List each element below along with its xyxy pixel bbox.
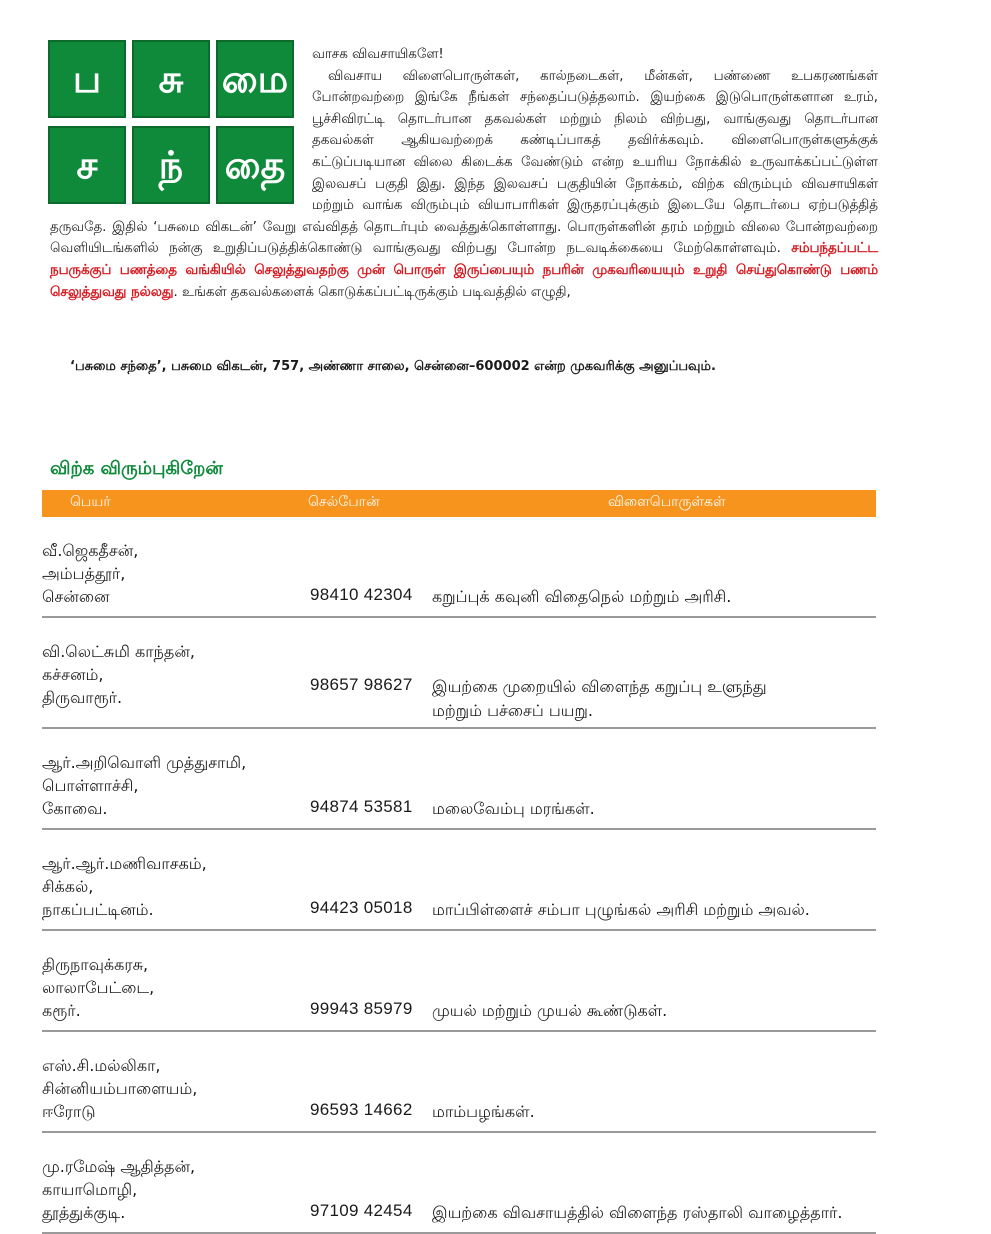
name-line: சிக்கல், — [42, 877, 94, 896]
seller-name — [42, 539, 138, 608]
name-line: கச்சனம், — [42, 665, 104, 684]
intro-body-text: விவசாய விளைபொருள்கள், கால்நடைகள், மீன்கள், பண்ணை உபகரணங்கள் போன்றவற்றை இங்கே நீங்கள் சந்தைப்படுத்தலாம். இயற்கை இடுபொருள்களான உரம், பூச்சிவிரட்டி தொடர்பான தகவல்கள் மற்றும் நிலம் விற்பது, வாங்குவது தொடர்பான தகவல்கள் ஆகியவற்றைக் கண்டிப்பாகத் தவிர்க்கவும். விளைபொருள்களுக்குக் கட்டுப்படியான விலை கிடைக்க வேண்டும் என்ற உயரிய நோக்கில் உருவாக்கப்பட்டுள்ள இலவசப் பகுதி இது. இந்த இலவசப் பகுதியின் நோக்கம், விற்க விரும்பும் விவசாயிகள் மற்றும் வாங்க விரும்பும் வியாபாரிகள் இருதரப்புக்கும் இடையே தொடர்பை ஏற்படுத்தித் தருவதே. இதில் ‘பசுமை விகடன்’ வேறு எவ்விதத் தொடர்பும் வைத்துக்கொள்ளாது. பொருள்களின் தரம் மற்றும் விலை போன்றவற்றை வெளியிடங்களில் நன்கு உறுதிப்படுத்திக்கொண்டு வாங்குவது விற்பது போன்ற நடவடிக்கையை மேற்கொள்ளவும். — [50, 68, 878, 257]
mailing-address: ‘பசுமை சந்தை’, பசுமை விகடன், 757, அண்ணா சாலை, சென்னை–600002 என்ற முகவரிக்கு அனுப்பவும். — [70, 359, 716, 374]
name-line: ஆர்.ஆர்.மணிவாசகம், — [42, 854, 207, 873]
table-header — [42, 490, 876, 517]
seller-name — [42, 953, 154, 1022]
section-title: விற்க விரும்புகிறேன் — [50, 458, 223, 479]
product-line: கறுப்புக் கவுனி விதைநெல் மற்றும் அரிசி. — [432, 587, 732, 606]
seller-phone: 96593 14662 — [310, 1100, 413, 1119]
name-line: திருநாவுக்கரசு, — [42, 955, 149, 974]
name-line: கரூர். — [42, 1001, 81, 1020]
table-row — [42, 931, 876, 1032]
product-line: இயற்கை முறையில் விளைந்த கறுப்பு உளுந்து — [432, 677, 767, 696]
name-line: ஆர்.அறிவொளி முத்துசாமி, — [42, 753, 247, 772]
name-line: லாலாபேட்டை, — [42, 978, 155, 997]
intro-body-end: . உங்கள் தகவல்களைக் கொடுக்கப்பட்டிருக்கும் படிவத்தில் எழுதி, — [173, 284, 571, 300]
listings-table — [42, 517, 876, 1234]
seller-phone: 94423 05018 — [310, 898, 413, 917]
seller-product — [432, 1100, 535, 1124]
product-line: மாப்பிள்ளைச் சம்பா புழுங்கல் அரிசி மற்றும் அவல். — [432, 900, 810, 919]
product-line: மலைவேம்பு மரங்கள். — [432, 799, 595, 818]
name-line: அம்பத்தூர், — [42, 564, 126, 583]
seller-phone: 97109 42454 — [310, 1201, 413, 1220]
table-row — [42, 517, 876, 618]
logo-letter: ச — [76, 143, 98, 187]
product-line: மாம்பழங்கள். — [432, 1102, 535, 1121]
seller-product — [432, 675, 767, 723]
greeting: வாசக விவசாயிகளே! — [312, 47, 444, 62]
header-product: விளைபொருள்கள் — [608, 494, 726, 510]
seller-product — [432, 797, 595, 821]
seller-product — [432, 1201, 843, 1225]
name-line: எஸ்.சி.மல்லிகா, — [42, 1056, 161, 1075]
seller-phone: 94874 53581 — [310, 797, 413, 816]
seller-phone: 99943 85979 — [310, 999, 413, 1018]
logo-spacer — [50, 44, 312, 216]
table-row — [42, 618, 876, 729]
product-line: இயற்கை விவசாயத்தில் விளைந்த ரஸ்தாலி வாழைத்தார். — [432, 1203, 843, 1222]
seller-name — [42, 1155, 195, 1224]
table-row — [42, 830, 876, 931]
seller-name — [42, 852, 207, 921]
seller-phone: 98657 98627 — [310, 675, 413, 694]
name-line: தூத்துக்குடி. — [42, 1203, 126, 1222]
seller-product — [432, 585, 731, 609]
name-line: நாகப்பட்டினம். — [42, 900, 154, 919]
logo-letter: ந் — [158, 143, 184, 187]
seller-product — [432, 898, 810, 922]
seller-phone: 98410 42304 — [310, 585, 413, 604]
name-line: பொள்ளாச்சி, — [42, 776, 139, 795]
product-line: மற்றும் பச்சைப் பயறு. — [432, 701, 593, 720]
seller-name — [42, 751, 246, 820]
name-line: வீ.ஜெகதீசன், — [42, 541, 139, 560]
logo-letter: சு — [158, 57, 184, 101]
payment-warning: சம்பந்தப்பட்ட நபருக்குப் பணத்தை வங்கியில் செலுத்துவதற்கு முன் பொருள் இருப்பையும் நபரின் முகவரியையும் உறுதி செய்துகொண்டு பணம் செலுத்துவது நல்லது — [50, 241, 878, 300]
table-row — [42, 729, 876, 830]
logo-letter: ப — [72, 57, 102, 101]
header-name: பெயர் — [70, 494, 111, 510]
name-line: காயாமொழி, — [42, 1180, 138, 1199]
name-line: ஈரோடு — [42, 1102, 96, 1121]
header-phone: செல்போன் — [308, 494, 380, 510]
name-line: சென்னை — [42, 587, 110, 606]
name-line: மு.ரமேஷ் ஆதித்தன், — [42, 1157, 196, 1176]
seller-product — [432, 999, 667, 1023]
name-line: திருவாரூர். — [42, 688, 123, 707]
name-line: கோவை. — [42, 799, 108, 818]
logo-letter: மை — [221, 57, 289, 101]
logo-letter: தை — [224, 143, 286, 187]
name-line: வி.லெட்சுமி காந்தன், — [42, 642, 195, 661]
seller-name — [42, 640, 195, 709]
name-line: சின்னியம்பாளையம், — [42, 1079, 198, 1098]
seller-name — [42, 1054, 197, 1123]
intro-paragraph — [50, 44, 878, 303]
table-row — [42, 1032, 876, 1133]
table-row — [42, 1133, 876, 1234]
product-line: முயல் மற்றும் முயல் கூண்டுகள். — [432, 1001, 668, 1020]
